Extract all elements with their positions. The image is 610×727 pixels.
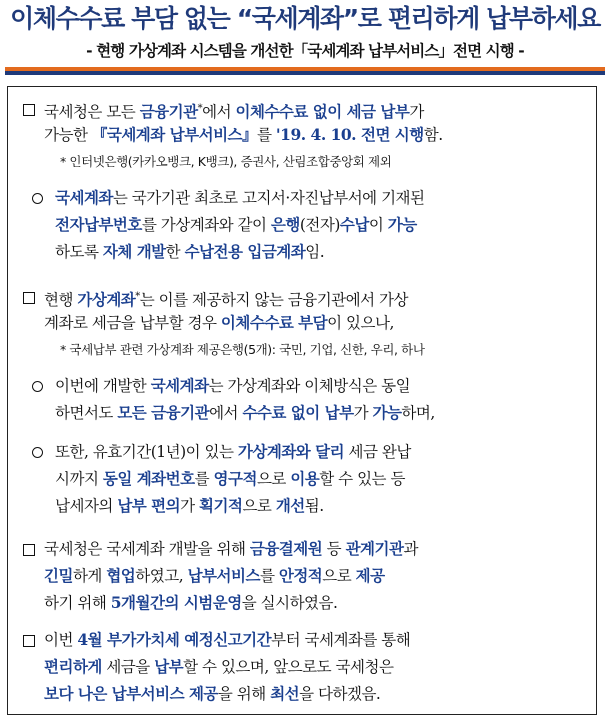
paragraph-line	[44, 285, 408, 312]
emphasis-text: 국세계좌	[55, 188, 113, 207]
emphasis-text: 동일 계좌번호	[102, 469, 195, 488]
body-text: 함.	[423, 126, 443, 144]
body-text: 으로	[256, 470, 291, 488]
emphasis-text: 전자납부번호	[55, 215, 142, 234]
body-text: 세금을	[101, 658, 155, 676]
footnote: * 인터넷은행(카카오뱅크, K뱅크), 증권사, 산림조합중앙회 제외	[60, 154, 392, 169]
emphasis-text: 획기적	[199, 496, 243, 515]
emphasis-text: 긴밀	[44, 566, 73, 585]
body-text: 하며,	[401, 404, 435, 422]
body-text: 부터 국세계좌를 통해	[271, 631, 411, 649]
emphasis-text: 이용	[290, 469, 320, 488]
circle-bullet-icon	[32, 381, 43, 392]
body-text: 으로	[242, 497, 276, 515]
paragraph-line	[55, 401, 435, 425]
paragraph-line	[44, 564, 385, 588]
emphasis-text: 가상계좌	[77, 290, 136, 310]
paragraph-line	[55, 467, 405, 491]
emphasis-text: 보다 나은 납부서비스 제공	[44, 684, 218, 703]
emphasis-text: 수수료 없이 납부	[242, 403, 354, 422]
paragraph-line	[55, 240, 324, 264]
square-bullet-icon	[23, 635, 35, 647]
footnote: * 국세납부 관련 가상계좌 제공은행(5개): 국민, 기업, 신한, 우리, 하나	[60, 342, 425, 357]
emphasis-text: 영구적	[213, 469, 257, 488]
paragraph-line	[44, 311, 394, 335]
emphasis-text: 가상계좌와 달리	[237, 442, 345, 461]
paragraph-line	[44, 591, 337, 615]
body-text: 이	[368, 216, 388, 234]
emphasis-text: 금융결제원	[249, 539, 323, 558]
emphasis-text: 이체수수료 부담	[220, 313, 328, 332]
body-text: 또한, 유효기간(1년)이 있는	[55, 443, 238, 461]
body-text: 하게	[72, 567, 107, 585]
emphasis-text: 은행	[270, 215, 300, 234]
page-title	[0, 2, 610, 36]
paragraph-line	[55, 186, 425, 210]
body-text: 가	[180, 497, 200, 515]
body-text: *	[135, 291, 140, 302]
paragraph-line	[55, 213, 417, 237]
body-text: 에서	[202, 103, 236, 122]
body-text: 과	[403, 540, 418, 558]
emphasis-text: 국세계좌	[150, 376, 209, 395]
emphasis-text: 수납전용 입금계좌	[184, 242, 306, 261]
header-rule-navy	[5, 71, 605, 75]
body-text: 가	[409, 103, 424, 122]
emphasis-text: 이체수수료 없이 세금 납부	[235, 102, 410, 122]
emphasis-text: 관계기관	[345, 539, 404, 558]
body-text: 이번에 개발한	[55, 377, 151, 395]
emphasis-text: 4월 부가가치세 예정신고기간	[77, 630, 272, 649]
body-text: 할 수 있는 등	[319, 470, 405, 488]
emphasis-text: 제공	[355, 566, 385, 585]
emphasis-text: 가능	[372, 403, 402, 422]
paragraph-line	[44, 123, 443, 147]
body-text: 이번	[44, 631, 78, 649]
body-text: 임.	[305, 243, 325, 261]
page-subtitle-text: - 현행 가상계좌 시스템을 개선한「국세계좌 납부서비스」전면 시행 -	[86, 42, 524, 60]
emphasis-text: 편리하게	[44, 657, 102, 676]
emphasis-text: 개선	[275, 496, 305, 515]
body-text: 납세자의	[55, 497, 118, 515]
body-text: 가능한	[44, 126, 92, 144]
body-text: 하기 위해	[44, 594, 111, 612]
body-text: 를 가상계좌와 같이	[141, 216, 271, 234]
body-text: 를	[259, 567, 279, 585]
page-title-text: 이체수수료 부담 없는 “국세계좌”로 편리하게 납부하세요	[10, 4, 600, 33]
square-bullet-icon	[23, 292, 35, 304]
body-text: (전자)	[299, 216, 340, 234]
paragraph-line	[44, 628, 410, 652]
body-text: 됨.	[304, 497, 324, 515]
paragraph-line	[44, 537, 418, 561]
emphasis-text: 자체 개발	[102, 242, 166, 261]
emphasis-text: 수납	[339, 215, 369, 234]
emphasis-text: 최선	[270, 684, 300, 703]
emphasis-text: 모든 금융기관	[117, 403, 210, 422]
body-text: 이 있으나,	[327, 314, 394, 332]
circle-bullet-icon	[32, 447, 43, 458]
body-text: 를	[194, 470, 214, 488]
paragraph-line	[55, 374, 410, 398]
circle-bullet-icon	[32, 193, 43, 204]
emphasis-text: 안정적	[278, 566, 323, 585]
body-text: 를	[257, 126, 276, 144]
paragraph-line	[55, 440, 411, 464]
body-text: 는 국가기관 최초로 고지서·자진납부서에 기재된	[112, 189, 425, 207]
body-text: 는 가상계좌와 이체방식은 동일	[208, 377, 411, 395]
emphasis-text: 납부서비스	[187, 566, 260, 585]
emphasis-text: 금융기관	[139, 102, 198, 122]
body-text: 을 위해	[217, 685, 271, 703]
square-bullet-icon	[23, 544, 35, 556]
body-text: 현행	[44, 291, 78, 310]
body-text: 세금 완납	[344, 443, 411, 461]
paragraph-line	[55, 494, 324, 518]
emphasis-text: 납부 편의	[117, 496, 181, 515]
emphasis-text: 협업	[106, 566, 136, 585]
body-text: 시까지	[55, 470, 103, 488]
body-text: 으로	[322, 567, 356, 585]
body-text: 에서	[209, 404, 243, 422]
paragraph-line	[44, 682, 380, 706]
body-text: 국세청은 모든	[44, 103, 140, 122]
page-subtitle	[0, 40, 610, 62]
body-text: 는 이를 제공하지 않는 금융기관에서 가상	[139, 291, 408, 310]
body-text: 하면서도	[55, 404, 118, 422]
emphasis-text: 『국세계좌 납부서비스』	[91, 125, 258, 144]
body-text: 한	[165, 243, 185, 261]
body-text: 계좌로 세금을 납부할 경우	[44, 314, 221, 332]
paragraph-line	[44, 655, 393, 679]
body-text: 가	[353, 404, 373, 422]
body-text: 하도록	[55, 243, 103, 261]
body-text: *	[197, 103, 203, 114]
square-bullet-icon	[23, 104, 35, 116]
emphasis-text: 5개월간의 시범운영	[110, 593, 242, 612]
body-text: 등	[322, 540, 346, 558]
emphasis-text: 납부	[154, 657, 184, 676]
paragraph-line	[44, 97, 424, 124]
body-text: 할 수 있으며, 앞으로도 국세청은	[183, 658, 394, 676]
body-text: 국세청은 국세계좌 개발을 위해	[44, 540, 250, 558]
emphasis-text: 가능	[387, 215, 417, 234]
emphasis-text: '19. 4. 10. 전면 시행	[275, 125, 424, 144]
body-text: 을 다하겠음.	[299, 685, 381, 703]
body-text: 하였고,	[135, 567, 188, 585]
body-text: 을 실시하였음.	[241, 594, 338, 612]
